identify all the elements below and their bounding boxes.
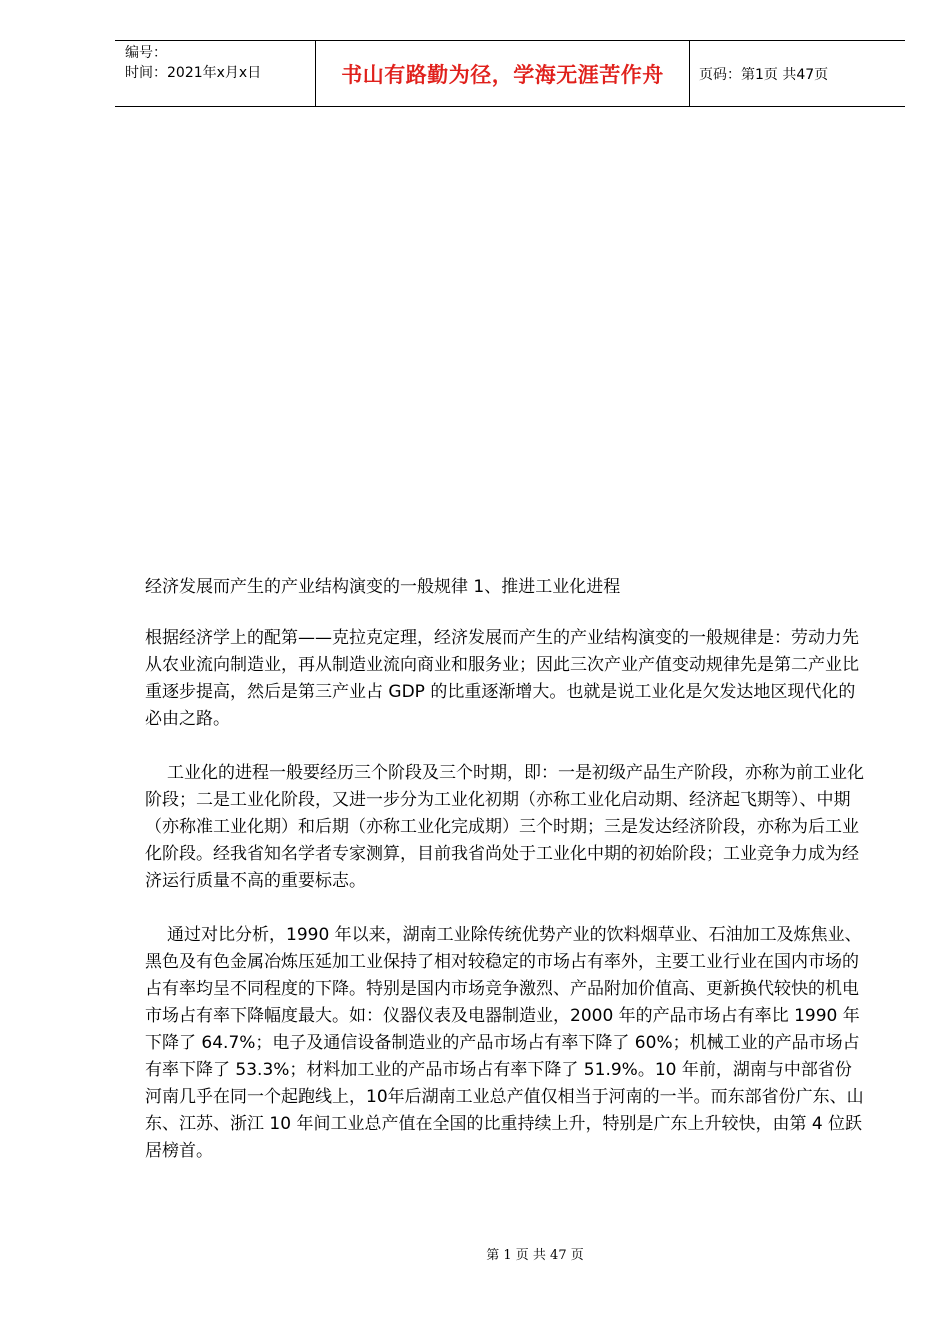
paragraph-2: 工业化的进程一般要经历三个阶段及三个时期，即：一是初级产品生产阶段，亦称为前工业化阶段；二是工业化阶段，又进一步分为工业化初期（亦称工业化启动期、经济起飞期等）、中期（亦称准工业化期）和后期（亦称工业化完成期）三个时期；三是发达经济阶段，亦称为后工业化阶段。经我省知名学者专家测算，目前我省尚处于工业化中期的初始阶段；工业竞争力成为经济运行质量不高的重要标志。 [145,763,864,891]
header-meta [115,41,316,107]
paragraph-3: 通过对比分析，1990 年以来，湖南工业除传统优势产业的饮料烟草业、石油加工及炼焦业、黑色及有色金属冶炼压延加工业保持了相对较稳定的市场占有率外，主要工业行业在国内市场的占有率均呈不同程度的下降。特别是国内市场竞争激烈、产品附加价值高、更新换代较快的机电市场占有率下降幅度最大。如：仪器仪表及电器制造业，2000 年的产品市场占有率比 1990 年下降了 64.7%；电子及通信设备制造业的产品市场占有率下降了 60%；机械工业的产品市场占有率下降了 53.3%；材料加工业的产品市场占有率下降了 51.9%。10 年前，湖南与中部省份河南几乎在同一个起跑线上，10年后湖南工业总产值仅相当于河南的一半。而东部省份广东、山东、江苏、浙江 10 年间工业总产值在全国的比重持续上升，特别是广东上升较快，由第 4 位跃居榜首。 [145,925,864,1161]
header-motto-cell [316,41,690,107]
header-page-info-cell [690,41,905,107]
page-header [115,40,905,107]
document-number-label: 编号： [125,45,167,61]
document-time-label: 时间：2021年x月x日 [125,65,262,81]
page-footer: 第 1 页 共 47 页 [486,1248,584,1263]
header-page-info: 页码：第1页 共47页 [699,67,829,83]
document-title: 经济发展而产生的产业结构演变的一般规律 1、推进工业化进程 [145,577,621,597]
document-body [145,574,867,1165]
header-motto: 书山有路勤为径，学海无涯苦作舟 [341,62,664,87]
paragraph-1: 根据经济学上的配第——克拉克定理，经济发展而产生的产业结构演变的一般规律是：劳动力先从农业流向制造业，再从制造业流向商业和服务业；因此三次产业产值变动规律先是第二产业比重逐步提高，然后是第三产业占 GDP 的比重逐渐增大。也就是说工业化是欠发达地区现代化的必由之路。 [145,628,859,729]
